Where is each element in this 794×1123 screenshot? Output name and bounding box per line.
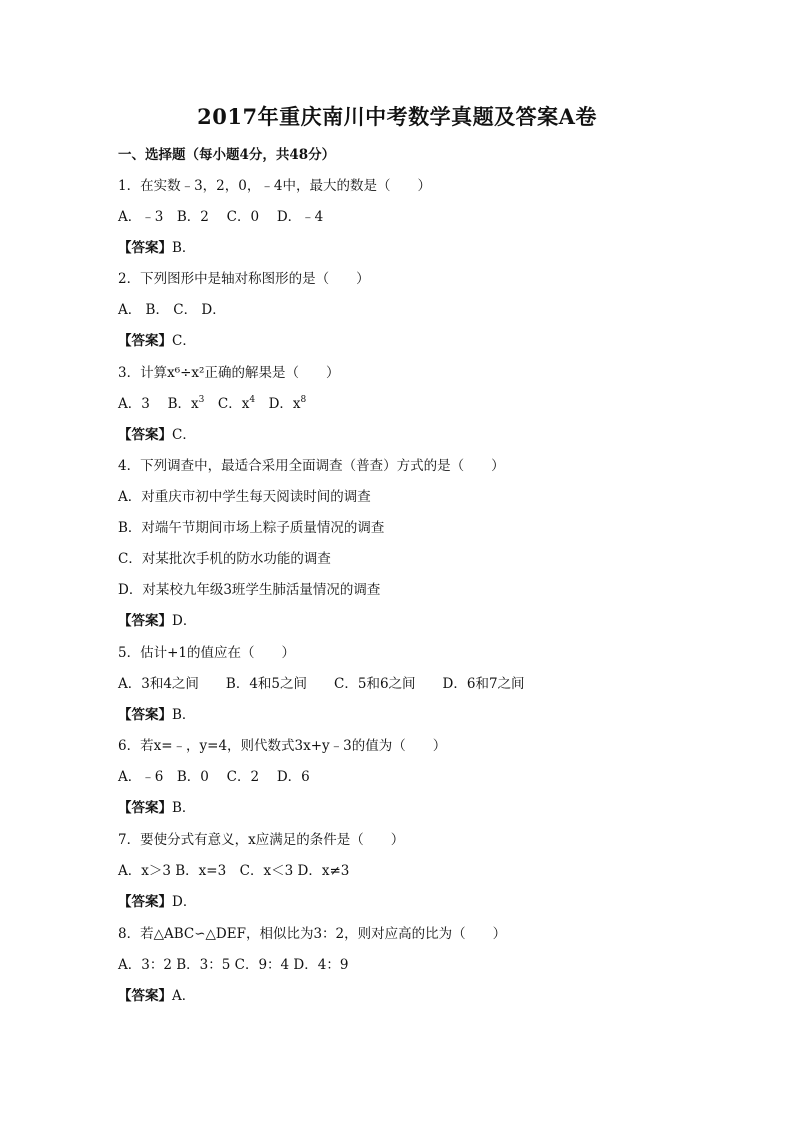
answer-value: D．	[172, 894, 197, 910]
answer-value: D．	[172, 613, 197, 629]
question-8-stem: 8．若△ABC∽△DEF，相似比为3：2，则对应高的比为（ ）	[118, 926, 507, 942]
question-7-options: A．x＞3 B．x=3 C．x＜3 D．x≠3	[118, 863, 350, 879]
question-6-answer	[118, 798, 195, 818]
answer-label: 【答案】	[118, 707, 172, 723]
question-1-answer	[118, 238, 195, 258]
answer-value: C．	[172, 427, 196, 443]
question-7-stem: 7．要使分式有意义，x应满足的条件是（ ）	[118, 832, 405, 848]
answer-label: 【答案】	[118, 427, 172, 443]
answer-value: B．	[172, 800, 196, 816]
question-3-answer	[118, 425, 196, 445]
exponent: 3	[198, 395, 205, 405]
question-1-stem: 1．在实数﹣3，2，0，﹣4中，最大的数是（ ）	[118, 178, 431, 194]
answer-label: 【答案】	[118, 800, 172, 816]
question-2-stem: 2．下列图形中是轴对称图形的是（ ）	[118, 271, 370, 287]
question-5-stem: 5．估计+1的值应在（ ）	[118, 645, 295, 661]
question-4-option-a: A．对重庆市初中学生每天阅读时间的调查	[118, 489, 371, 505]
question-8-answer	[118, 986, 195, 1006]
answer-value: C．	[172, 333, 196, 349]
section-heading: 一、选择题（每小题4分，共48分）	[118, 147, 336, 163]
document-title: 2017年重庆南川中考数学真题及答案A卷	[197, 104, 597, 129]
exponent: 8	[300, 395, 307, 405]
question-4-stem: 4．下列调查中，最适合采用全面调查（普查）方式的是（ ）	[118, 458, 505, 474]
question-4-option-b: B．对端午节期间市场上粽子质量情况的调查	[118, 520, 385, 536]
answer-label: 【答案】	[118, 613, 172, 629]
question-8-options: A．3：2 B．3：5 C．9：4 D．4：9	[118, 957, 349, 973]
question-3-stem: 3．计算x⁶÷x²正确的解果是（ ）	[118, 365, 340, 381]
answer-label: 【答案】	[118, 988, 172, 1004]
answer-label: 【答案】	[118, 333, 172, 349]
option-text: D．x	[255, 396, 301, 412]
option-text: A．3 B．x	[118, 396, 199, 412]
question-5-answer	[118, 705, 195, 725]
question-2-options: A． B． C． D．	[118, 302, 226, 318]
question-1-options: A．﹣3 B．2 C．0 D．﹣4	[118, 209, 324, 225]
question-4-answer	[118, 611, 196, 631]
option-text: C．x	[204, 396, 250, 412]
question-2-answer	[118, 331, 196, 351]
answer-value: B．	[172, 707, 196, 723]
question-6-stem: 6．若x=﹣，y=4，则代数式3x+y﹣3的值为（ ）	[118, 738, 447, 754]
question-4-option-d: D．对某校九年级3班学生肺活量情况的调查	[118, 582, 381, 598]
answer-label: 【答案】	[118, 240, 172, 256]
answer-value: A．	[172, 988, 196, 1004]
answer-value: B．	[172, 240, 196, 256]
question-4-option-c: C．对某批次手机的防水功能的调查	[118, 551, 331, 567]
answer-label: 【答案】	[118, 894, 172, 910]
question-3-options	[118, 394, 306, 414]
question-6-options: A．﹣6 B．0 C．2 D．6	[118, 769, 310, 785]
question-5-options: A．3和4之间 B．4和5之间 C．5和6之间 D．6和7之间	[118, 676, 525, 692]
question-7-answer	[118, 892, 196, 912]
exponent: 4	[249, 395, 256, 405]
